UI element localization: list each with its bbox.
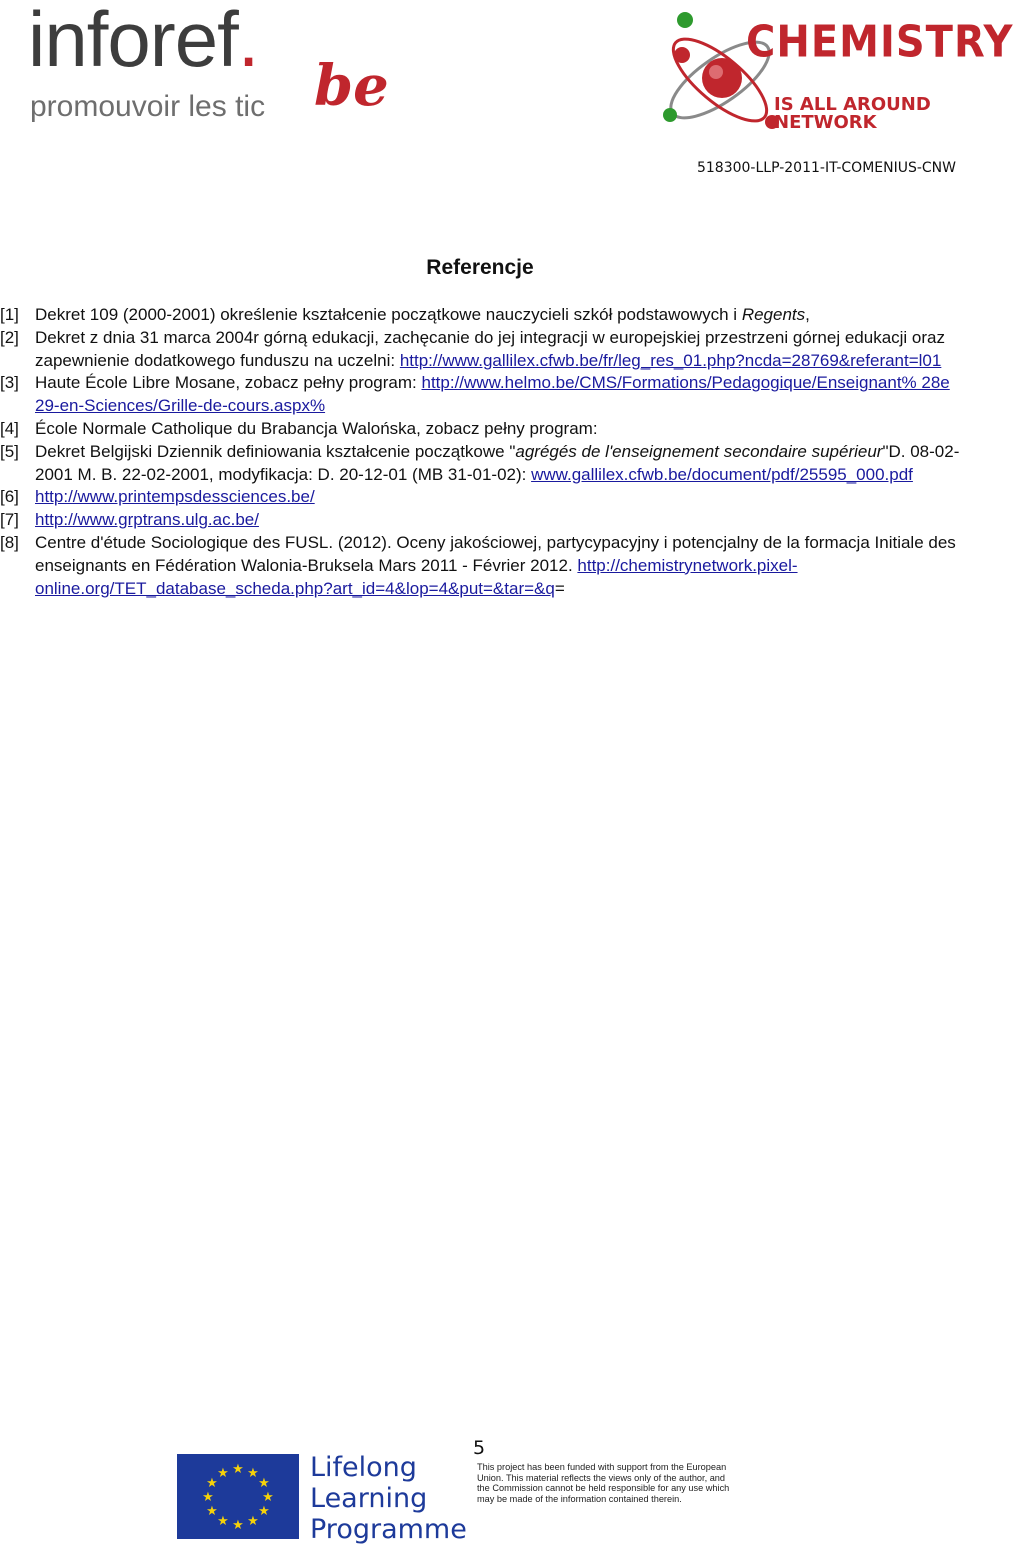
reference-item <box>0 418 960 441</box>
programme-line: Lifelong <box>310 1452 417 1483</box>
reference-number: [3] <box>0 373 19 393</box>
reference-text: Dekret 109 (2000-2001) określenie kształcenie początkowe nauczycieli szkół podstawowych i <box>35 305 742 324</box>
inforef-suffix: be <box>314 53 389 119</box>
project-code: 518300-LLP-2011-IT-COMENIUS-CNW <box>696 160 956 176</box>
reference-link[interactable]: http://chemistrynetwork.pixel-online.org/TET_database_scheda.php?art_id=4&lop=4&put=&tar=&q <box>35 555 798 598</box>
reference-number: [4] <box>0 418 19 438</box>
reference-number: [8] <box>0 532 19 552</box>
eu-stars-icon <box>177 1454 299 1539</box>
reference-number: [5] <box>0 441 19 461</box>
svg-text:★: ★ <box>206 1504 218 1519</box>
svg-text:★: ★ <box>258 1504 270 1519</box>
reference-tail: , <box>805 305 810 324</box>
reference-item <box>0 509 960 532</box>
reference-text: Centre d'étude Sociologique des FUSL. (2012). Oceny jakościowej, partycypacyjny i potencjalny de la formacja Initiale des enseignants en Fédération Walonia-Bruksela Mars 2011 - Février 2012. <box>35 532 956 575</box>
page-title: Referencje <box>426 256 534 279</box>
page-number: 5 <box>473 1437 486 1459</box>
svg-text:★: ★ <box>232 1518 244 1533</box>
svg-text:★: ★ <box>247 1466 259 1481</box>
lifelong-learning-programme-logo <box>310 1452 467 1545</box>
reference-link[interactable]: www.gallilex.cfwb.be/document/pdf/25595_000.pdf <box>531 464 913 484</box>
chemistry-title: CHEMISTRY <box>746 16 1014 68</box>
reference-item <box>0 532 960 600</box>
reference-item <box>0 486 960 509</box>
reference-tail: = <box>554 578 565 598</box>
reference-text: Dekret Belgijski Dziennik definiowania kształcenie początkowe " <box>35 441 516 461</box>
svg-text:★: ★ <box>206 1476 218 1491</box>
reference-number: [1] <box>0 305 19 324</box>
eu-flag-icon <box>177 1454 299 1539</box>
reference-italic: Regents <box>741 305 806 324</box>
programme-line: Learning <box>310 1483 428 1514</box>
inforef-wordmark: inforef. <box>28 0 259 83</box>
reference-text: Dekret z dnia 31 marca 2004r górną edukacji, zachęcanie do jej integracji w europejskiej przestrzeni górnej edukacji oraz zapewnienie dodatkowego funduszu na uczelni: <box>35 327 945 370</box>
reference-text: École Normale Catholique du Brabancja Walońska, zobacz pełny program: <box>35 418 598 438</box>
reference-item <box>0 372 960 418</box>
reference-tail: "D. 08-02-2001 M. B. 22-02-2001, modyfikacja: D. 20-12-01 (MB 31-01-02): <box>35 441 960 484</box>
svg-text:★: ★ <box>247 1514 259 1529</box>
reference-number: [6] <box>0 487 19 507</box>
svg-text:★: ★ <box>217 1466 229 1481</box>
svg-text:★: ★ <box>258 1476 270 1491</box>
reference-item <box>0 327 960 373</box>
inforef-logo <box>28 0 389 130</box>
reference-list <box>0 304 960 600</box>
chemistry-subtitle: IS ALL AROUND NETWORK <box>774 94 931 133</box>
reference-number: [2] <box>0 327 19 347</box>
reference-link[interactable]: http://www.helmo.be/CMS/Formations/Pedagogique/Enseignant% 28e 29-en-Sciences/Grille-de-cours.aspx% <box>35 373 950 416</box>
chemistry-network-logo <box>660 0 1014 150</box>
reference-item <box>0 441 960 487</box>
svg-text:★: ★ <box>217 1514 229 1529</box>
inforef-tagline: promouvoir les tic <box>30 90 266 123</box>
programme-line: Programme <box>310 1514 467 1545</box>
svg-text:★: ★ <box>262 1490 274 1505</box>
reference-number: [7] <box>0 510 19 530</box>
reference-text: Haute École Libre Mosane, zobacz pełny program: <box>35 373 417 393</box>
svg-text:★: ★ <box>232 1462 244 1477</box>
reference-link[interactable]: http://www.gallilex.cfwb.be/fr/leg_res_01.php?ncda=28769&referant=l01 <box>399 350 942 370</box>
reference-item <box>0 304 960 327</box>
reference-link[interactable]: http://www.grptrans.ulg.ac.be/ <box>35 510 259 530</box>
reference-link[interactable]: http://www.printempsdessciences.be/ <box>35 487 315 507</box>
svg-text:★: ★ <box>202 1490 214 1505</box>
eu-disclaimer: This project has been funded with support from the European Union. This material reflects the views only of the author, and the Commission cannot be held responsible for any use which may be made of the information contained therein. <box>477 1462 730 1504</box>
reference-italic: agrégés de l'enseignement secondaire supérieur <box>515 441 883 461</box>
